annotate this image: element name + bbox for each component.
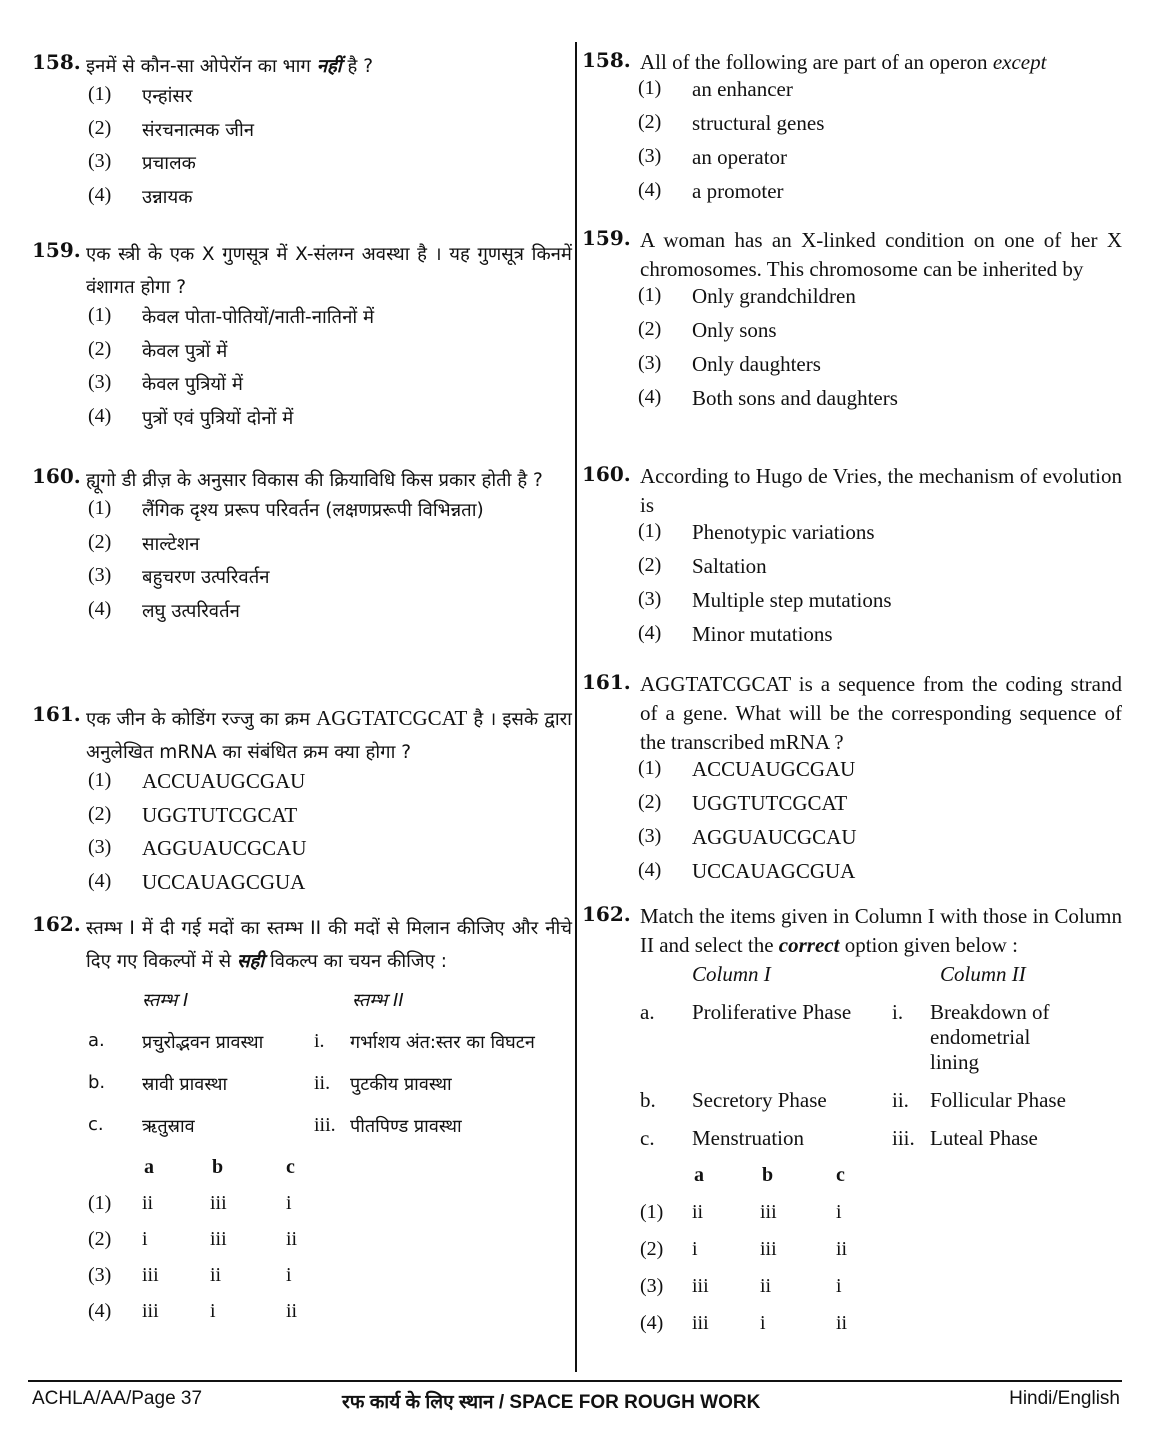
language-label: Hindi/English — [1009, 1388, 1120, 1409]
answer-option-1[interactable]: (1) ii iii i — [88, 1192, 292, 1214]
answer-option-1[interactable]: (1) ii iii i — [640, 1201, 842, 1223]
question-158-en — [582, 48, 1122, 213]
question-161-en — [582, 670, 1122, 893]
options — [32, 497, 572, 631]
answer-grid-header: a b c — [144, 1156, 295, 1178]
option-3[interactable]: (3) Only daughters — [638, 352, 821, 376]
option-4[interactable]: (4) Both sons and daughters — [638, 386, 898, 410]
question-text: एक स्त्री के एक X गुणसूत्र में X-संलग्न अवस्था है । यह गुणसूत्र किनमें वंशागत होगा ? — [86, 244, 572, 298]
question-number: 161. — [582, 670, 631, 694]
option-3[interactable]: (3) बहुचरण उत्परिवर्तन — [88, 564, 270, 588]
question-159-hi — [32, 238, 572, 438]
option-3[interactable]: (3) an operator — [638, 145, 788, 169]
option-1[interactable]: (1) ACCUAUGCGAU — [638, 757, 856, 781]
question-text: A woman has an X-linked condition on one of her X chromosomes. This chromosome can be inherited by — [640, 228, 1122, 281]
options — [32, 83, 572, 217]
question-number: 159. — [32, 238, 81, 262]
answer-option-2[interactable]: (2) i iii ii — [640, 1238, 848, 1260]
option-3[interactable]: (3) Multiple step mutations — [638, 588, 892, 612]
question-160-hi — [32, 464, 572, 631]
option-1[interactable]: (1) लैंगिक दृश्य प्ररूप परिवर्तन (लक्षणप्ररूपी विभिन्नता) — [88, 497, 484, 521]
match-row: c. Menstruation iii. Luteal Phase — [640, 1126, 1038, 1150]
option-4[interactable]: (4) UCCAUAGCGUA — [638, 859, 856, 883]
question-text: Match the items given in Column I with those in Column II and select the correct option given below : — [640, 904, 1122, 957]
question-number: 160. — [582, 462, 631, 486]
option-4[interactable]: (4) UCCAUAGCGUA — [88, 869, 306, 894]
match-row: a. प्रचुरोद्भवन प्रावस्था i. गर्भाशय अंत:स्तर का विघटन — [88, 1030, 535, 1053]
option-4[interactable]: (4) पुत्रों एवं पुत्रियों दोनों में — [88, 404, 294, 429]
answer-option-3[interactable]: (3) iii ii i — [640, 1275, 842, 1297]
option-1[interactable]: (1) an enhancer — [638, 77, 793, 101]
answer-grid-header: a b c — [694, 1164, 845, 1186]
rough-work-label: रफ कार्य के लिए स्थान / SPACE FOR ROUGH WORK — [342, 1392, 761, 1413]
option-2[interactable]: (2) Saltation — [638, 554, 767, 578]
page-code: ACHLA/AA/Page 37 — [32, 1388, 203, 1409]
question-159-en — [582, 226, 1122, 420]
question-text: एक जीन के कोडिंग रज्जु का क्रम AGGTATCGCAT है । इसके द्वारा अनुलेखित mRNA का संबंधित क्रम क्या होगा ? — [86, 706, 572, 763]
option-1[interactable]: (1) Only grandchildren — [638, 284, 856, 308]
match-table — [32, 988, 572, 1156]
match-row: b. स्रावी प्रावस्था ii. पुटकीय प्रावस्था — [88, 1072, 452, 1095]
answer-option-4[interactable]: (4) iii i ii — [88, 1300, 298, 1322]
question-number: 158. — [32, 50, 81, 74]
options — [32, 304, 572, 438]
option-2[interactable]: (2) केवल पुत्रों में — [88, 337, 228, 362]
footer-rule — [28, 1380, 1122, 1382]
question-number: 158. — [582, 48, 631, 72]
question-162-hi — [32, 912, 572, 1336]
match-row: b. Secretory Phase ii. Follicular Phase — [640, 1088, 1066, 1112]
options — [582, 757, 1122, 893]
answer-grid — [32, 1156, 572, 1336]
option-3[interactable]: (3) प्रचालक — [88, 150, 196, 174]
option-3[interactable]: (3) केवल पुत्रियों में — [88, 371, 243, 395]
option-2[interactable]: (2) UGGTUTCGCAT — [88, 802, 298, 827]
question-text: स्तम्भ I में दी गई मदों का स्तम्भ II की मदों से मिलान कीजिए और नीचे दिए गए विकल्पों में से सही विकल्प का चयन कीजिए : — [86, 918, 572, 972]
option-3[interactable]: (3) AGGUAUCGCAU — [638, 825, 857, 849]
question-161-hi — [32, 702, 572, 903]
question-number: 162. — [32, 912, 81, 936]
question-text: AGGTATCGCAT is a sequence from the coding strand of a gene. What will be the corresponding sequence of the transcribed mRNA ? — [640, 672, 1122, 754]
page-footer — [32, 1388, 1120, 1416]
match-row: c. ऋतुस्राव iii. पीतपिण्ड प्रावस्था — [88, 1114, 462, 1137]
option-2[interactable]: (2) structural genes — [638, 111, 825, 135]
answer-grid — [582, 1164, 1122, 1349]
option-2[interactable]: (2) Only sons — [638, 318, 777, 342]
option-4[interactable]: (4) a promoter — [638, 179, 784, 203]
question-number: 161. — [32, 702, 81, 726]
option-2[interactable]: (2) साल्टेशन — [88, 530, 200, 555]
question-158-hi — [32, 50, 572, 217]
answer-option-2[interactable]: (2) i iii ii — [88, 1228, 298, 1250]
option-2[interactable]: (2) UGGTUTCGCAT — [638, 791, 848, 815]
column-divider — [575, 42, 577, 1372]
option-4[interactable]: (4) उन्नायक — [88, 183, 193, 208]
options — [582, 284, 1122, 420]
question-text: ह्यूगो डी व्रीज़ के अनुसार विकास की क्रियाविधि किस प्रकार होती है ? — [86, 470, 543, 491]
option-1[interactable]: (1) केवल पोता-पोतियों/नाती-नातिनों में — [88, 304, 375, 328]
match-row: a. Proliferative Phase i. Breakdown of endometrial lining — [640, 1000, 1050, 1074]
question-text: According to Hugo de Vries, the mechanism of evolution is — [640, 464, 1122, 517]
option-3[interactable]: (3) AGGUAUCGCAU — [88, 836, 307, 860]
question-number: 162. — [582, 902, 631, 926]
options — [582, 77, 1122, 213]
question-number: 159. — [582, 226, 631, 250]
options — [582, 520, 1122, 656]
match-table-header: Column I Column II — [692, 962, 1026, 986]
option-2[interactable]: (2) संरचनात्मक जीन — [88, 116, 255, 141]
match-table-header: स्तम्भ I स्तम्भ II — [142, 990, 404, 1011]
question-162-en — [582, 902, 1122, 1349]
question-160-en — [582, 462, 1122, 656]
question-text: All of the following are part of an operon except — [640, 50, 1047, 74]
question-number: 160. — [32, 464, 81, 488]
match-table — [582, 962, 1122, 1164]
option-1[interactable]: (1) Phenotypic variations — [638, 520, 875, 544]
question-text: इनमें से कौन-सा ओपेरॉन का भाग नहीं है ? — [86, 56, 374, 77]
options — [32, 769, 572, 903]
answer-option-4[interactable]: (4) iii i ii — [640, 1312, 848, 1334]
option-1[interactable]: (1) एन्हांसर — [88, 83, 193, 107]
answer-option-3[interactable]: (3) iii ii i — [88, 1264, 292, 1286]
option-4[interactable]: (4) लघु उत्परिवर्तन — [88, 597, 240, 622]
option-4[interactable]: (4) Minor mutations — [638, 622, 833, 646]
option-1[interactable]: (1) ACCUAUGCGAU — [88, 769, 306, 793]
